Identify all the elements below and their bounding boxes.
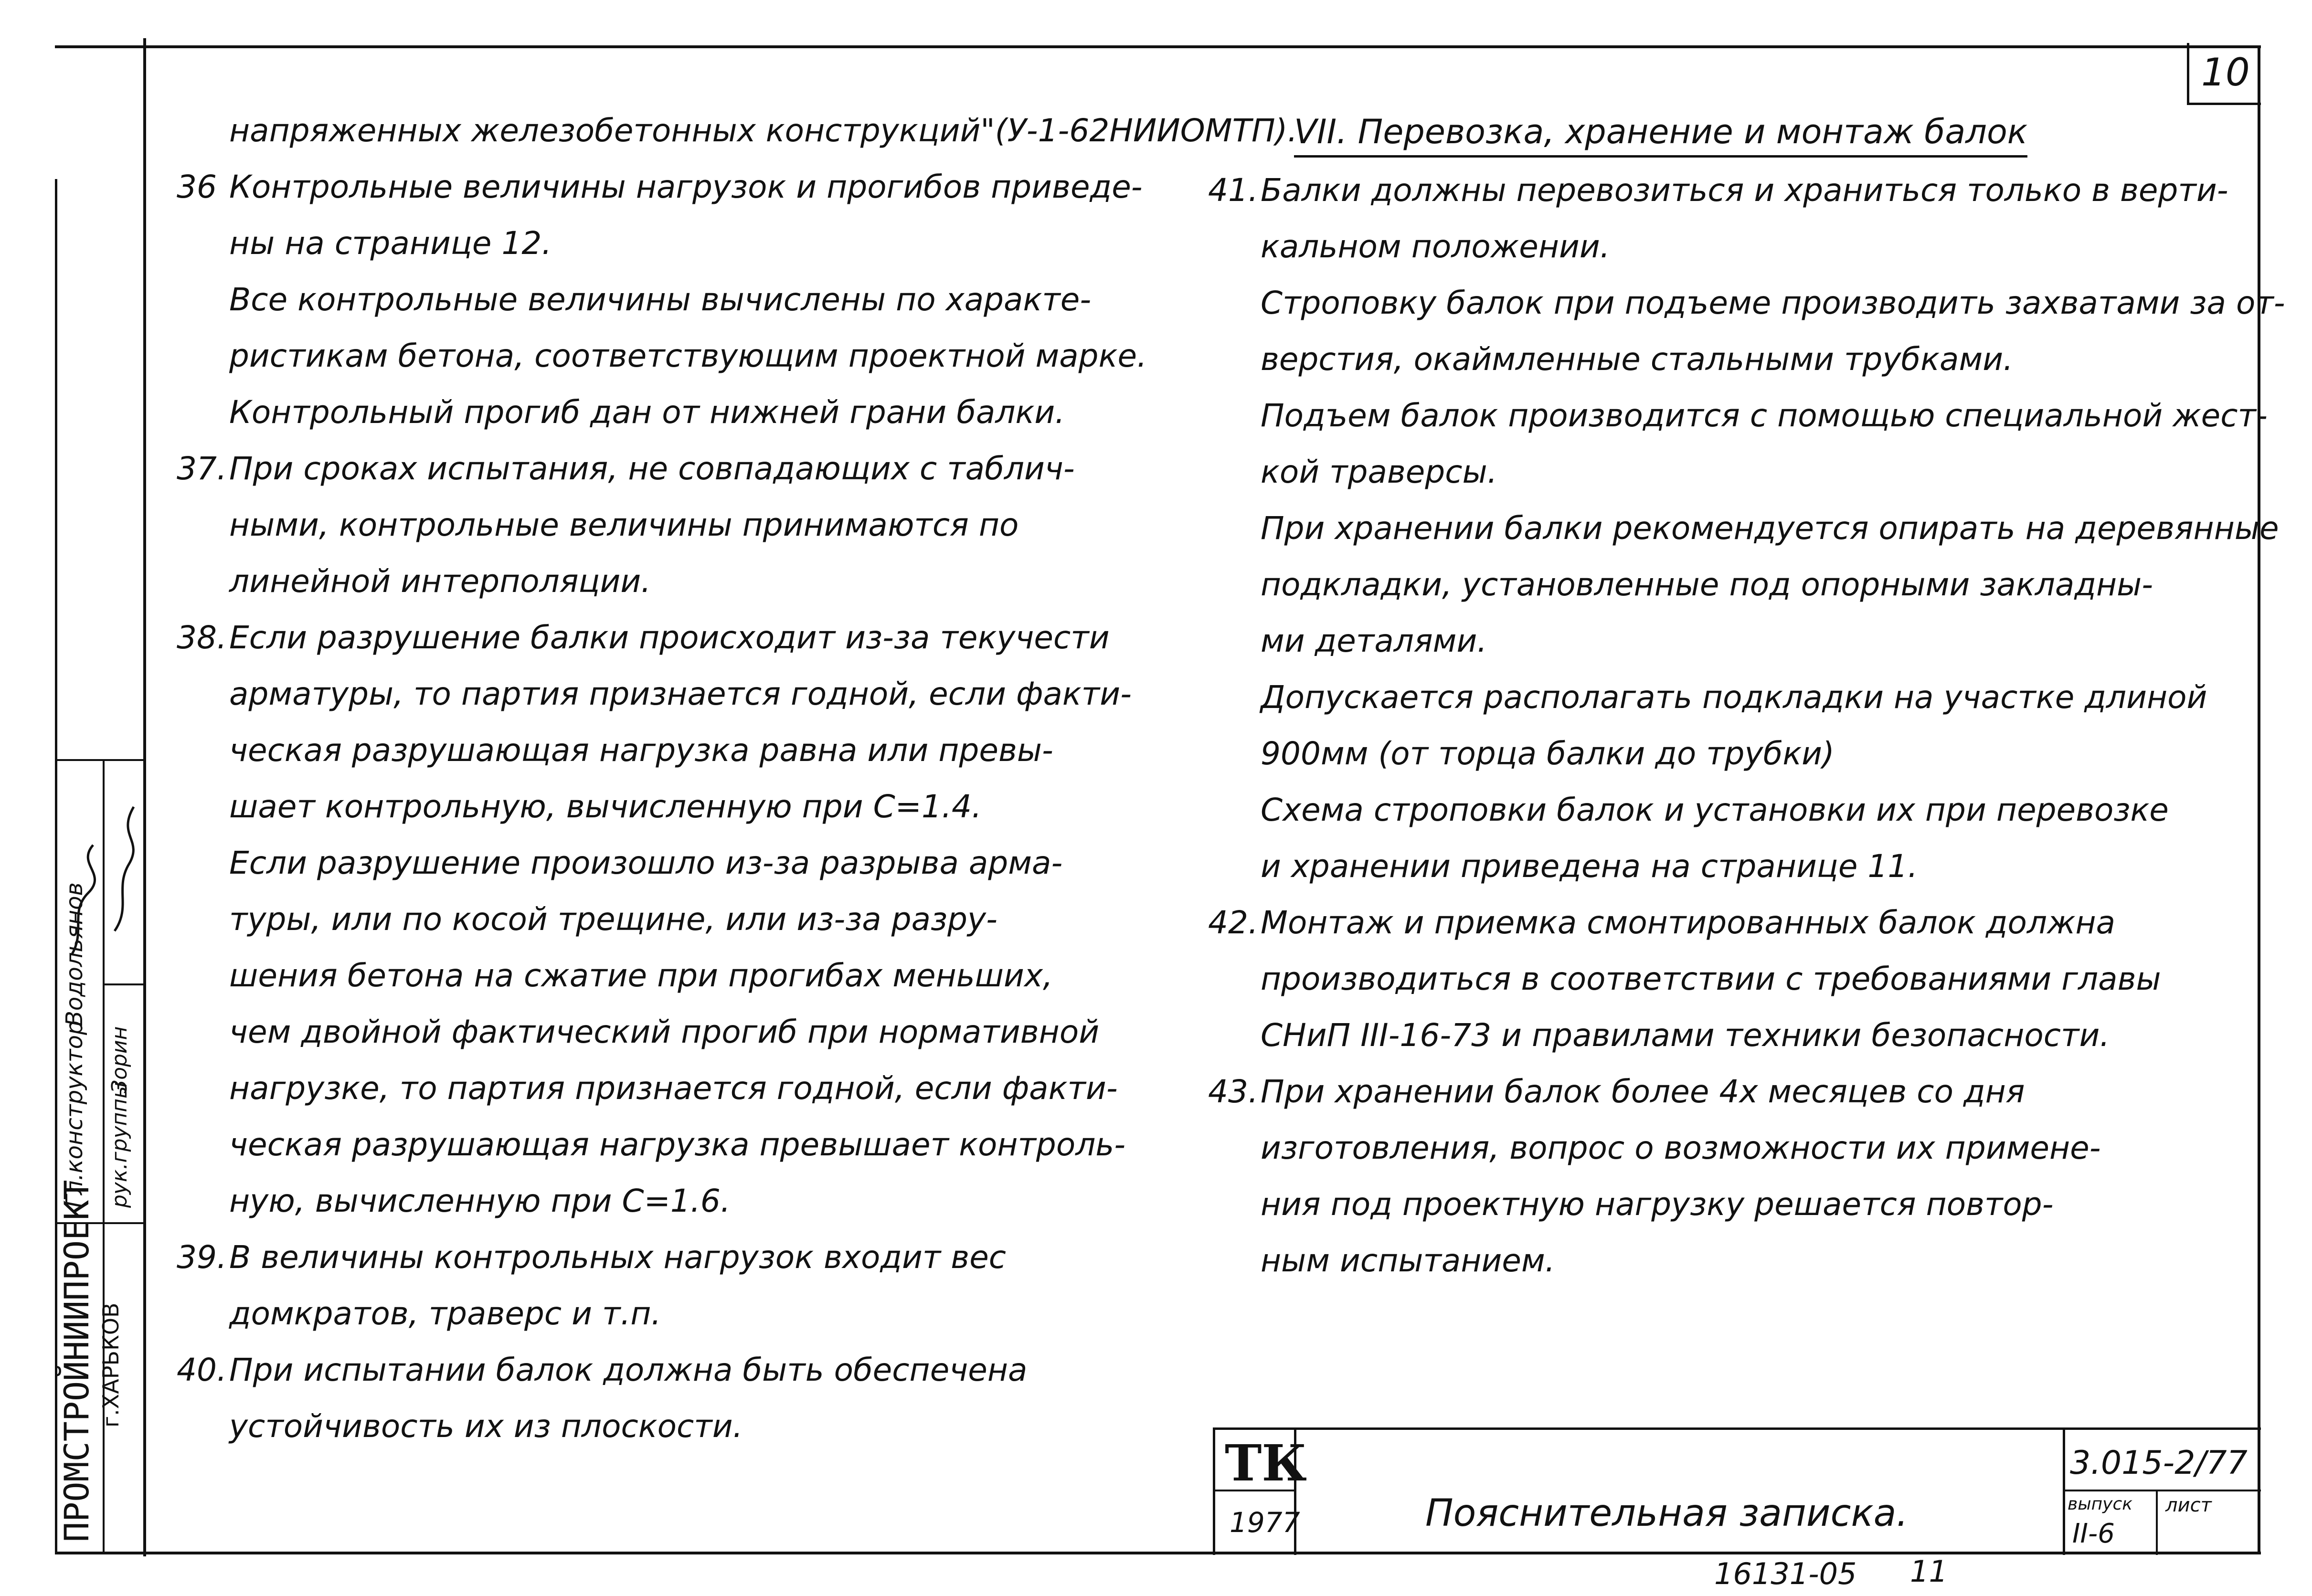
item-number: 37.: [177, 450, 227, 487]
text-line: [1208, 1064, 2249, 1120]
line-text: При хранении балки рекомендуется опирать на деревянные: [1261, 510, 2279, 547]
series-cell-divider: [2063, 1430, 2065, 1555]
line-text: арматуры, то партия признается годной, если факти-: [229, 676, 1132, 712]
line-text: Схема строповки балок и установки их при перевозке: [1261, 792, 2169, 828]
signature-1: [67, 835, 100, 960]
text-line: [1208, 275, 2285, 331]
text-line: [177, 328, 1156, 384]
text-line: [177, 891, 1156, 948]
item-number: 39.: [177, 1239, 227, 1276]
text-line: [1208, 838, 2249, 895]
title-year: 1977: [1230, 1506, 1300, 1539]
side-stamp-name1: Водольянов: [61, 882, 88, 1026]
text-line: [1208, 1120, 2249, 1176]
text-line: [177, 1173, 1156, 1229]
text-line: [177, 159, 1156, 215]
text-line: [1208, 613, 2249, 669]
text-line: [1208, 557, 2249, 613]
text-line: [1208, 1233, 2249, 1289]
text-line: [177, 497, 1156, 553]
text-line: [1208, 162, 2249, 219]
text-line: [177, 1286, 1156, 1342]
tk-logo: ТК: [1225, 1434, 1307, 1492]
text-line: [177, 272, 1156, 328]
line-text: СНиП III-16-73 и правилами техники безопасности.: [1261, 1017, 2110, 1054]
title-block: [1213, 1427, 2261, 1555]
line-text: ную, вычисленную при C=1.6.: [229, 1183, 731, 1219]
text-line: [177, 779, 1156, 835]
item-number: 41.: [1208, 172, 1258, 209]
text-line: [1208, 331, 2249, 388]
text-line: [177, 553, 1156, 610]
item-number: 40.: [177, 1352, 227, 1388]
text-line: [1208, 219, 2249, 275]
line-text: линейной интерполяции.: [229, 563, 651, 600]
side-stamp-divider-2: [57, 759, 143, 761]
text-line: [177, 666, 1156, 722]
line-text: ны на странице 12.: [229, 225, 552, 262]
line-text: изготовления, вопрос о возможности их примене-: [1261, 1130, 2101, 1166]
text-line: [1208, 1176, 2249, 1233]
section-title-text: VII. Перевозка, хранение и монтаж балок: [1294, 112, 2028, 151]
side-stamp-divider-4: [103, 983, 143, 985]
side-stamp-org: ПРОМСТРОЙНИИПРОЕКТ: [57, 1180, 96, 1542]
line-text: ристикам бетона, соответствующим проектной марке.: [229, 338, 1147, 374]
line-text: шения бетона на сжатие при прогибах меньших,: [229, 957, 1053, 994]
line-text: При испытании балок должна быть обеспечена: [229, 1352, 1028, 1388]
line-text: При сроках испытания, не совпадающих с таблич-: [229, 450, 1075, 487]
side-stamp-name2: Зорин: [107, 1026, 132, 1093]
line-text: Если разрушение произошло из-за разрыва арма-: [229, 845, 1063, 881]
text-line: [177, 1229, 1156, 1286]
side-stamp-role1: Гл.конструктор: [61, 1020, 88, 1208]
line-text: кой траверсы.: [1261, 454, 1497, 490]
line-text: Контрольные величины нагрузок и прогибов приведе-: [229, 169, 1143, 205]
text-line: [1208, 444, 2249, 500]
text-line: [177, 1004, 1156, 1060]
line-text: ческая разрушающая нагрузка превышает контроль-: [229, 1126, 1126, 1163]
text-line: [1208, 500, 2279, 557]
line-text: Балки должны перевозиться и храниться только в верти-: [1261, 172, 2228, 209]
side-stamp: [57, 759, 143, 1552]
text-line: [1208, 951, 2249, 1007]
line-text: нагрузке, то партия признается годной, если факти-: [229, 1070, 1118, 1107]
line-text: ческая разрушающая нагрузка равна или превы-: [229, 732, 1053, 769]
issue-label: выпуск: [2068, 1494, 2133, 1514]
line-text: чем двойной фактический прогиб при нормативной: [229, 1014, 1100, 1050]
line-text: Если разрушение балки происходит из-за текучести: [229, 619, 1110, 656]
bottom-sheet: 11: [1910, 1554, 1948, 1589]
bottom-code: 16131-05: [1714, 1556, 1857, 1591]
section-title: [1294, 112, 2027, 158]
text-line: [177, 1060, 1156, 1117]
text-line: [177, 384, 1156, 441]
text-line: [1208, 669, 2249, 726]
text-line: [177, 610, 1156, 666]
text-line: [177, 948, 1156, 1004]
outer-frame-top: [55, 45, 2261, 48]
text-line: [177, 441, 1156, 497]
frame-right-line: [2258, 45, 2260, 1554]
line-text: Все контрольные величины вычислены по характе-: [229, 281, 1092, 318]
line-text: Монтаж и приемка смонтированных балок должна: [1261, 904, 2116, 941]
text-line: [1208, 726, 2249, 782]
side-stamp-divider: [103, 759, 105, 1552]
text-line: [177, 103, 1298, 159]
right-column: [1208, 162, 2285, 1289]
text-line: [1208, 782, 2249, 838]
text-line: [1208, 895, 2249, 951]
text-line: [177, 1342, 1156, 1398]
item-number: 38.: [177, 619, 227, 656]
line-text: напряженных железобетонных конструкций"(У-1-62НИИОМТП).: [229, 112, 1298, 149]
line-text: ным испытанием.: [1261, 1242, 1555, 1279]
signature-2: [110, 797, 138, 941]
item-number: 42.: [1208, 904, 1258, 941]
line-text: Допускается располагать подкладки на участке длиной: [1261, 679, 2207, 716]
page-number: 10: [2201, 50, 2250, 95]
line-text: ными, контрольные величины принимаются по: [229, 507, 1019, 543]
sheet-label: лист: [2165, 1494, 2212, 1516]
series-cell-hline: [2063, 1490, 2261, 1491]
side-stamp-role2: рук.группы: [107, 1082, 132, 1208]
issue-value: II-6: [2072, 1518, 2115, 1549]
line-text: шает контрольную, вычисленную при C=1.4.: [229, 788, 982, 825]
line-text: ния под проектную нагрузку решается повтор-: [1261, 1186, 2054, 1223]
text-line: [177, 1117, 1156, 1173]
line-text: Контрольный прогиб дан от нижней грани балки.: [229, 394, 1065, 431]
line-text: В величины контрольных нагрузок входит вес: [229, 1239, 1007, 1276]
item-number: 36: [177, 169, 217, 205]
text-line: [177, 835, 1156, 891]
line-text: 900мм (от торца балки до трубки): [1261, 735, 1835, 772]
line-text: домкратов, траверс и т.п.: [229, 1295, 661, 1332]
line-text: устойчивость их из плоскости.: [229, 1408, 743, 1445]
line-text: Подъем балок производится с помощью специальной жест-: [1261, 397, 2268, 434]
line-text: ми деталями.: [1261, 623, 1487, 659]
text-line: [177, 1398, 1156, 1455]
line-text: При хранении балок более 4х месяцев со дня: [1261, 1073, 2025, 1110]
doc-title: Пояснительная записка.: [1425, 1492, 1909, 1535]
text-line: [177, 215, 1156, 272]
line-text: туры, или по косой трещине, или из-за разру-: [229, 901, 997, 938]
line-text: подкладки, установленные под опорными закладны-: [1261, 566, 2153, 603]
line-text: верстия, окаймленные стальными трубками.: [1261, 341, 2014, 378]
line-text: Строповку балок при подъеме производить захватами за от-: [1261, 285, 2285, 321]
item-number: 43.: [1208, 1073, 1258, 1110]
series-number: 3.015-2/77: [2070, 1444, 2248, 1482]
line-text: кальном положении.: [1261, 228, 1610, 265]
frame-left-line: [143, 38, 146, 1556]
text-line: [177, 722, 1156, 779]
issue-sheet-divider: [2156, 1490, 2158, 1555]
line-text: производиться в соответствии с требованиями главы: [1261, 961, 2161, 997]
side-stamp-city: г.ХАРЬКОВ: [98, 1302, 124, 1427]
text-line: [1208, 388, 2268, 444]
text-line: [1208, 1007, 2249, 1064]
line-text: и хранении приведена на странице 11.: [1261, 848, 1918, 885]
